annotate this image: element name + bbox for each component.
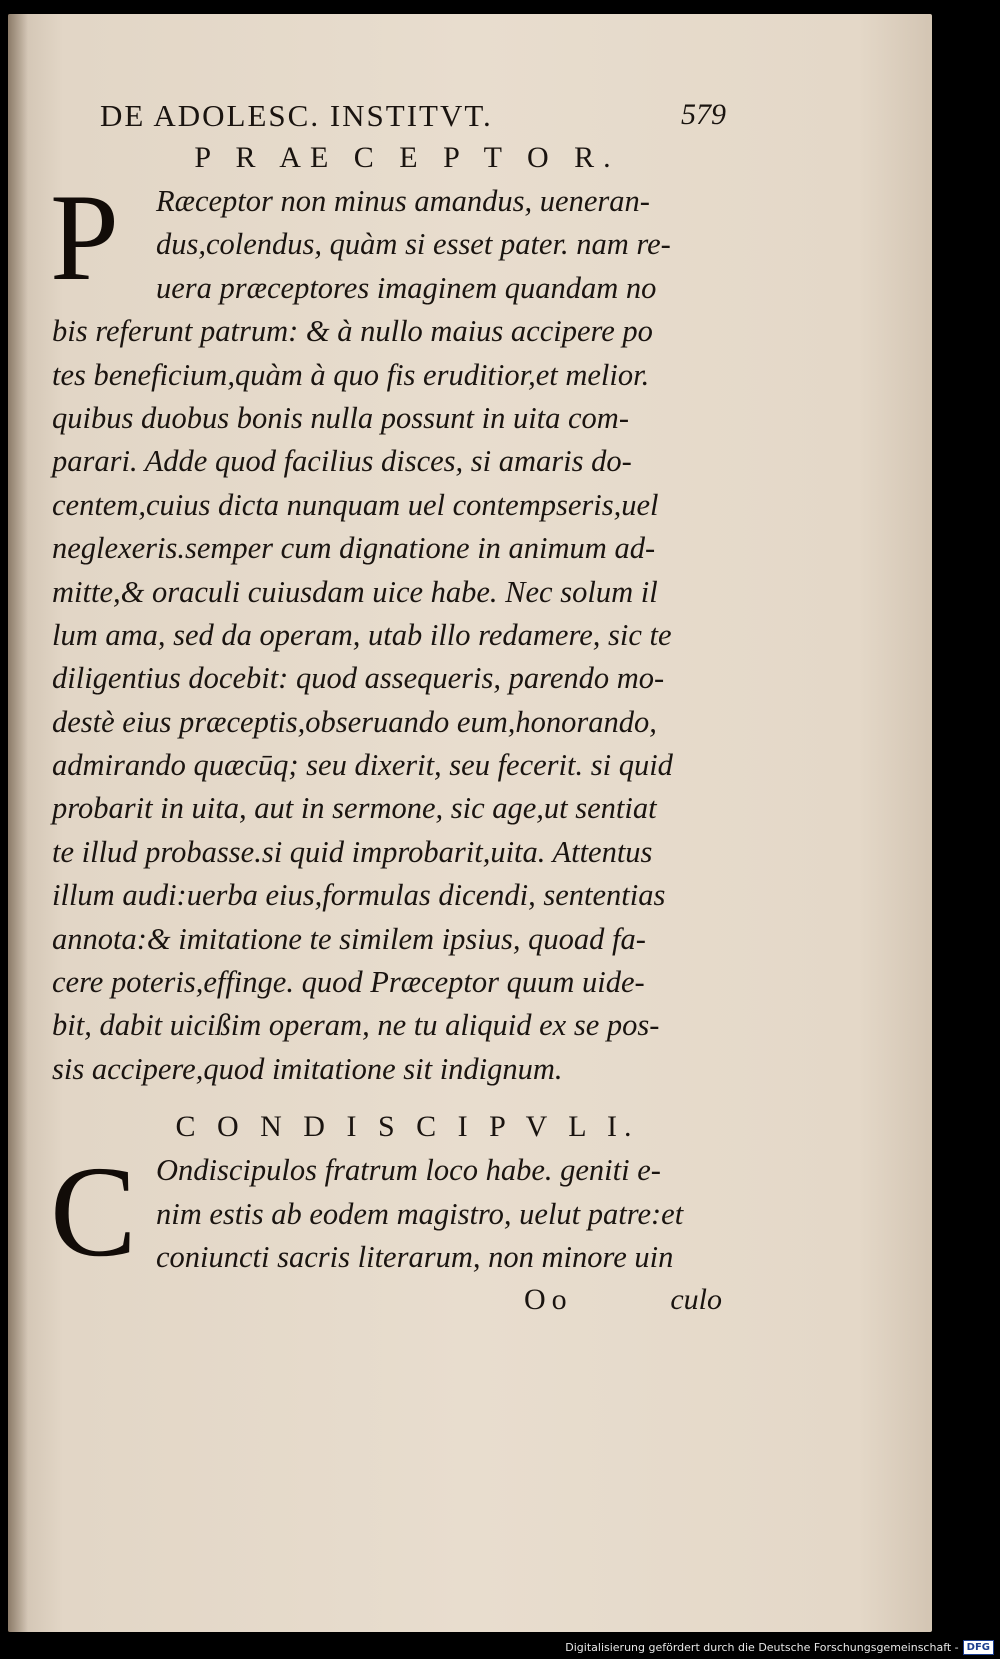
running-head	[52, 86, 726, 136]
text-line: te illud probasse.si quid improbarit,uita. Attentus	[52, 834, 653, 869]
text-line: mitte,& oraculi cuiusdam uice habe. Nec solum il	[52, 574, 658, 609]
drop-capital: P	[50, 169, 119, 306]
text-line: probarit in uita, aut in sermone, sic age,ut sentiat	[52, 791, 657, 826]
section-heading-praeceptor: P R AE C E P T O R.	[194, 141, 620, 174]
text-line: bis referunt patrum: & à nullo maius accipere po	[52, 314, 653, 349]
dfg-logo: DFG	[963, 1640, 994, 1655]
text-line: destè eius præceptis,obseruando eum,honorando,	[52, 704, 657, 739]
text-line: centem,cuius dicta nunquam uel contempseris,uel	[52, 487, 659, 522]
text-line: dus,colendus, quàm si esset pater. nam re-	[156, 227, 671, 262]
text-line: sis accipere,quod imitatione sit indignum.	[52, 1051, 563, 1086]
section-heading-condiscipuli: C O N D I S C I P V L I.	[175, 1110, 639, 1144]
text-line: Ondiscipulos fratrum loco habe. geniti e-	[156, 1153, 661, 1188]
gutter-shadow	[8, 14, 28, 1632]
text-line: diligentius docebit: quod assequeris, parendo mo-	[52, 661, 665, 696]
text-line: nim estis ab eodem magistro, uelut patre:et	[156, 1196, 684, 1231]
text-line: illum audi:uerba eius,formulas dicendi, sententias	[52, 878, 666, 913]
digitization-credit	[565, 1637, 994, 1657]
running-title: DE ADOLESC. INSTITVT.	[100, 98, 493, 133]
text-line: uera præceptores imaginem quandam no	[156, 270, 657, 305]
book-page	[8, 14, 932, 1632]
text-line: parari. Adde quod facilius disces, si amaris do-	[52, 444, 632, 479]
text-line: tes beneficium,quàm à quo fis eruditior,et melior.	[52, 357, 650, 392]
digitization-note: Digitalisierung gefördert durch die Deutsche Forschungsgemeinschaft -	[565, 1640, 959, 1654]
text-line: lum ama, sed da operam, utab illo redamere, sic te	[52, 617, 672, 652]
text-line: admirando quæcūq; seu dixerit, seu fecerit. si quid	[52, 748, 673, 783]
page-footer-line	[52, 1279, 722, 1323]
text-line: neglexeris.semper cum dignatione in animum ad-	[52, 531, 656, 566]
text-line: cere poteris,effinge. quod Præceptor quum uide-	[52, 965, 645, 1000]
text-line: annota:& imitatione te similem ipsius, quoad fa-	[52, 921, 646, 956]
text-line: quibus duobus bonis nulla possunt in uita com-	[52, 400, 629, 435]
text-line: coniuncti sacris literarum, non minore uin	[156, 1239, 674, 1274]
text-line: bit, dabit uicißim operam, ne tu aliquid ex se pos-	[52, 1008, 660, 1043]
signature-mark: Oo	[524, 1283, 573, 1317]
page-number: 579	[681, 98, 726, 131]
drop-capital: C	[50, 1140, 137, 1285]
catchword: culo	[670, 1283, 722, 1317]
paragraph-praeceptor	[50, 169, 722, 1091]
paragraph-condiscipuli	[50, 1140, 722, 1285]
text-line: Ræceptor non minus amandus, ueneran-	[156, 184, 650, 218]
text-block	[50, 86, 726, 1323]
